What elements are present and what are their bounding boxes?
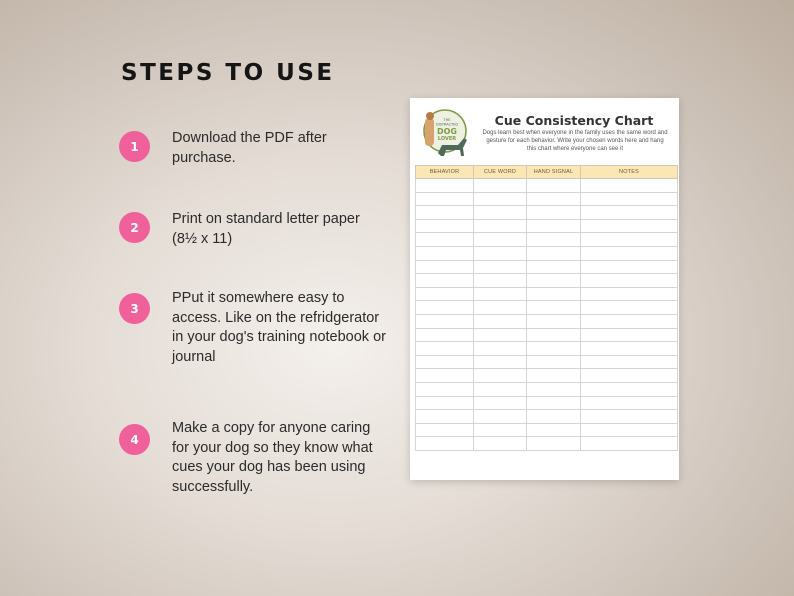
table-cell bbox=[527, 423, 581, 437]
cue-log-table bbox=[415, 165, 678, 451]
table-cell bbox=[416, 423, 474, 437]
table-cell bbox=[527, 382, 581, 396]
table-cell bbox=[527, 206, 581, 220]
table-cell bbox=[416, 260, 474, 274]
table-cell bbox=[474, 423, 527, 437]
chart-preview-sheet bbox=[410, 98, 679, 480]
table-cell bbox=[416, 287, 474, 301]
column-header: BEHAVIOR bbox=[416, 166, 474, 179]
table-cell bbox=[474, 369, 527, 383]
table-row bbox=[416, 179, 678, 193]
table-cell bbox=[581, 301, 678, 315]
table-cell bbox=[474, 246, 527, 260]
table-cell bbox=[474, 192, 527, 206]
table-cell bbox=[527, 301, 581, 315]
table-cell bbox=[527, 246, 581, 260]
table-cell bbox=[581, 342, 678, 356]
table-header-row bbox=[416, 166, 678, 179]
chart-title: Cue Consistency Chart bbox=[494, 113, 654, 128]
table-cell bbox=[581, 192, 678, 206]
table-cell bbox=[527, 369, 581, 383]
table-cell bbox=[527, 396, 581, 410]
table-row bbox=[416, 355, 678, 369]
column-header: NOTES bbox=[581, 166, 678, 179]
table-cell bbox=[416, 382, 474, 396]
table-row bbox=[416, 287, 678, 301]
table-cell bbox=[416, 410, 474, 424]
table-cell bbox=[416, 437, 474, 451]
table-cell bbox=[474, 274, 527, 288]
table-cell bbox=[581, 437, 678, 451]
person-figure-icon bbox=[425, 118, 434, 146]
table-row bbox=[416, 246, 678, 260]
table-cell bbox=[581, 274, 678, 288]
table-cell bbox=[581, 233, 678, 247]
table-cell bbox=[527, 355, 581, 369]
table-cell bbox=[581, 423, 678, 437]
table-cell bbox=[416, 342, 474, 356]
table-row bbox=[416, 219, 678, 233]
table-cell bbox=[581, 179, 678, 193]
logo-text-line: DOG bbox=[436, 127, 458, 136]
table-cell bbox=[527, 437, 581, 451]
table-row bbox=[416, 301, 678, 315]
table-cell bbox=[527, 219, 581, 233]
table-cell bbox=[474, 206, 527, 220]
step-number-badge: 3 bbox=[119, 293, 150, 324]
step-number-badge: 4 bbox=[119, 424, 150, 455]
table-cell bbox=[474, 355, 527, 369]
table-cell bbox=[416, 396, 474, 410]
table-cell bbox=[474, 342, 527, 356]
table-cell bbox=[581, 260, 678, 274]
table-cell bbox=[474, 219, 527, 233]
table-cell bbox=[416, 246, 474, 260]
table-cell bbox=[581, 410, 678, 424]
table-cell bbox=[416, 328, 474, 342]
table-row bbox=[416, 342, 678, 356]
table-cell bbox=[416, 179, 474, 193]
table-cell bbox=[581, 369, 678, 383]
table-cell bbox=[474, 287, 527, 301]
table-row bbox=[416, 233, 678, 247]
table-cell bbox=[474, 260, 527, 274]
table-cell bbox=[527, 260, 581, 274]
column-header: CUE WORD bbox=[474, 166, 527, 179]
table-cell bbox=[527, 192, 581, 206]
table-row bbox=[416, 369, 678, 383]
table-cell bbox=[527, 328, 581, 342]
step-text: PPut it somewhere easy to access. Like on the refridgerator in your dog's training notebook or journal bbox=[172, 290, 386, 365]
table-cell bbox=[416, 192, 474, 206]
table-cell bbox=[416, 369, 474, 383]
table-cell bbox=[527, 233, 581, 247]
table-cell bbox=[416, 219, 474, 233]
table-cell bbox=[416, 233, 474, 247]
table-row bbox=[416, 260, 678, 274]
table-row bbox=[416, 423, 678, 437]
table-cell bbox=[581, 328, 678, 342]
table-cell bbox=[581, 287, 678, 301]
logo-text-line: DISTRACTED bbox=[435, 122, 459, 127]
table-cell bbox=[581, 219, 678, 233]
table-cell bbox=[474, 396, 527, 410]
table-row bbox=[416, 396, 678, 410]
step-number-badge: 1 bbox=[119, 131, 150, 162]
table-cell bbox=[474, 233, 527, 247]
table-cell bbox=[474, 437, 527, 451]
step-text: Download the PDF after purchase. bbox=[172, 130, 327, 166]
table-cell bbox=[416, 206, 474, 220]
table-cell bbox=[474, 301, 527, 315]
table-row bbox=[416, 437, 678, 451]
table-cell bbox=[581, 246, 678, 260]
chart-description: Dogs learn best when everyone in the family uses the same word and gesture for each behavior. Write your chosen words here and hang this chart where everyone can see it bbox=[482, 130, 668, 152]
column-header: HAND SIGNAL bbox=[527, 166, 581, 179]
table-cell bbox=[581, 314, 678, 328]
dog-lover-logo-icon bbox=[420, 108, 470, 158]
table-cell bbox=[416, 314, 474, 328]
table-cell bbox=[581, 382, 678, 396]
table-cell bbox=[581, 355, 678, 369]
page-heading: STEPS TO USE bbox=[121, 60, 335, 86]
step-text: Make a copy for anyone caring for your dog so they know what cues your dog has been using successfully. bbox=[172, 420, 373, 495]
table-cell bbox=[581, 396, 678, 410]
table-cell bbox=[527, 179, 581, 193]
table-body bbox=[416, 179, 678, 451]
table-cell bbox=[474, 328, 527, 342]
table-cell bbox=[474, 314, 527, 328]
table-row bbox=[416, 314, 678, 328]
logo-text-line: THE bbox=[443, 118, 451, 122]
table-cell bbox=[416, 301, 474, 315]
table-cell bbox=[527, 274, 581, 288]
table-cell bbox=[527, 342, 581, 356]
table-row bbox=[416, 328, 678, 342]
table-row bbox=[416, 206, 678, 220]
table-cell bbox=[581, 206, 678, 220]
table-cell bbox=[527, 287, 581, 301]
table-row bbox=[416, 274, 678, 288]
table-row bbox=[416, 382, 678, 396]
table-cell bbox=[474, 179, 527, 193]
logo-text-line: LOVER bbox=[437, 136, 457, 142]
table-cell bbox=[416, 274, 474, 288]
table-cell bbox=[416, 355, 474, 369]
step-text: Print on standard letter paper (8½ x 11) bbox=[172, 211, 360, 247]
table-row bbox=[416, 192, 678, 206]
table-cell bbox=[527, 410, 581, 424]
table-cell bbox=[474, 382, 527, 396]
table-row bbox=[416, 410, 678, 424]
step-number-badge: 2 bbox=[119, 212, 150, 243]
table-cell bbox=[474, 410, 527, 424]
table-cell bbox=[527, 314, 581, 328]
